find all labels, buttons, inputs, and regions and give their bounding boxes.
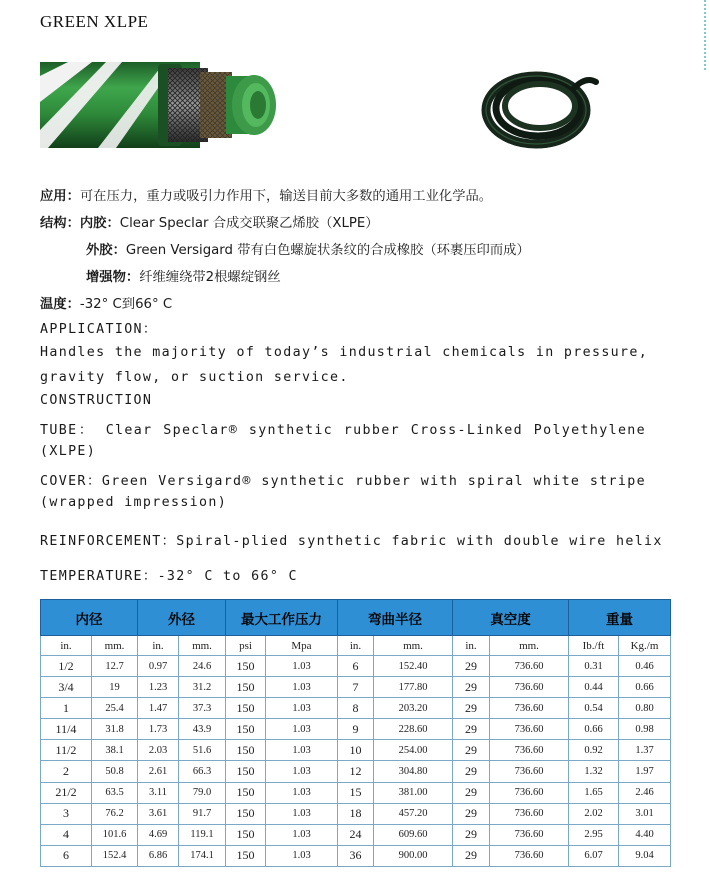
table-cell: 736.60 <box>490 677 569 698</box>
table-cell: 150 <box>226 656 266 677</box>
en-cover-label: COVER： <box>40 474 102 489</box>
table-cell: 736.60 <box>490 845 569 866</box>
table-cell: 29 <box>453 698 490 719</box>
table-cell: 11/4 <box>41 719 92 740</box>
en-application-line1: Handles the majority of today’s industrial chemicals in pressure, <box>40 345 649 360</box>
cn-temperature-text: -32° C到66° C <box>79 297 173 312</box>
en-tube-text: Clear Speclar® synthetic rubber Cross-Linked Polyethylene <box>105 423 647 438</box>
table-cell: 2.61 <box>138 761 179 782</box>
en-temperature-label: TEMPERATURE： <box>40 569 158 584</box>
table-cell: 1.47 <box>138 698 179 719</box>
table-row <box>41 656 671 677</box>
en-tube-line1 <box>40 419 646 438</box>
cn-tube-label: 内胶： <box>79 216 120 231</box>
table-cell: 25.4 <box>92 698 138 719</box>
en-cover-line2: (wrapped impression) <box>40 495 228 510</box>
cn-construction-label: 结构： <box>40 216 80 231</box>
table-cell: 1.03 <box>266 782 338 803</box>
table-cell: 31.2 <box>179 677 226 698</box>
table-cell: 736.60 <box>490 761 569 782</box>
unit-cell: psi <box>226 636 266 656</box>
spec-table <box>40 599 671 867</box>
table-cell: 51.6 <box>179 740 226 761</box>
table-cell: 254.00 <box>374 740 453 761</box>
table-cell: 63.5 <box>92 782 138 803</box>
en-temperature-text: -32° C to 66° C <box>157 569 298 584</box>
unit-cell: Mpa <box>266 636 338 656</box>
cn-temperature-line <box>40 293 172 312</box>
table-cell: 150 <box>226 845 266 866</box>
table-cell: 9.04 <box>619 845 671 866</box>
table-row <box>41 719 671 740</box>
table-cell: 6 <box>338 656 374 677</box>
page-title: GREEN XLPE <box>40 12 149 31</box>
table-cell: 2.02 <box>569 803 619 824</box>
table-cell: 0.66 <box>619 677 671 698</box>
unit-cell: in. <box>453 636 490 656</box>
table-cell: 0.98 <box>619 719 671 740</box>
table-cell: 12.7 <box>92 656 138 677</box>
table-cell: 150 <box>226 761 266 782</box>
table-cell: 1.23 <box>138 677 179 698</box>
unit-cell: mm. <box>92 636 138 656</box>
table-cell: 6.07 <box>569 845 619 866</box>
en-cover-text: Green Versigard® synthetic rubber with spiral white stripe <box>101 474 646 489</box>
table-cell: 12 <box>338 761 374 782</box>
table-cell: 736.60 <box>490 803 569 824</box>
table-cell: 0.31 <box>569 656 619 677</box>
table-cell: 0.80 <box>619 698 671 719</box>
en-application-label: APPLICATION： <box>40 322 158 337</box>
table-cell: 10 <box>338 740 374 761</box>
table-cell: 1.03 <box>266 740 338 761</box>
table-cell: 150 <box>226 719 266 740</box>
table-row <box>41 824 671 845</box>
header-row <box>41 600 671 636</box>
table-cell: 36 <box>338 845 374 866</box>
table-cell: 3.01 <box>619 803 671 824</box>
table-cell: 7 <box>338 677 374 698</box>
en-temperature-line <box>40 565 298 584</box>
table-cell: 304.80 <box>374 761 453 782</box>
table-row <box>41 761 671 782</box>
table-cell: 2 <box>41 761 92 782</box>
cn-cover-text: Green Versigard 带有白色螺旋状条纹的合成橡胶（环裹压印而成） <box>125 243 530 258</box>
table-cell: 1.65 <box>569 782 619 803</box>
spec-table-body <box>41 636 671 867</box>
table-cell: 6 <box>41 845 92 866</box>
en-application-line2: gravity flow, or suction service. <box>40 370 349 385</box>
table-cell: 91.7 <box>179 803 226 824</box>
table-cell: 101.6 <box>92 824 138 845</box>
table-cell: 457.20 <box>374 803 453 824</box>
table-cell: 0.46 <box>619 656 671 677</box>
table-cell: 1.03 <box>266 761 338 782</box>
table-cell: 15 <box>338 782 374 803</box>
table-row <box>41 698 671 719</box>
table-cell: 76.2 <box>92 803 138 824</box>
table-row <box>41 740 671 761</box>
table-cell: 43.9 <box>179 719 226 740</box>
table-cell: 152.40 <box>374 656 453 677</box>
cn-tube-line <box>40 212 379 231</box>
table-cell: 119.1 <box>179 824 226 845</box>
table-cell: 1.32 <box>569 761 619 782</box>
table-cell: 3.11 <box>138 782 179 803</box>
table-cell: 2.46 <box>619 782 671 803</box>
en-tube-label: TUBE： <box>40 423 95 438</box>
cn-application-text: 可在压力，重力或吸引力作用下，输送目前大多数的通用工业化学品。 <box>79 189 493 204</box>
green-hose-cutaway-image <box>40 58 285 153</box>
table-cell: 29 <box>453 803 490 824</box>
table-cell: 6.86 <box>138 845 179 866</box>
table-cell: 29 <box>453 740 490 761</box>
table-cell: 3/4 <box>41 677 92 698</box>
table-row <box>41 803 671 824</box>
table-cell: 152.4 <box>92 845 138 866</box>
cn-tube-text: Clear Speclar 合成交联聚乙烯胶（XLPE） <box>119 216 379 231</box>
table-cell: 1.37 <box>619 740 671 761</box>
en-cover-line1 <box>40 470 646 489</box>
header-vacuum: 真空度 <box>453 600 569 636</box>
en-construction-label: CONSTRUCTION <box>40 393 153 408</box>
table-cell: 4.40 <box>619 824 671 845</box>
table-cell: 31.8 <box>92 719 138 740</box>
table-cell: 29 <box>453 677 490 698</box>
table-cell: 79.0 <box>179 782 226 803</box>
table-cell: 1.03 <box>266 656 338 677</box>
table-cell: 174.1 <box>179 845 226 866</box>
table-cell: 736.60 <box>490 698 569 719</box>
table-cell: 1.03 <box>266 803 338 824</box>
table-cell: 381.00 <box>374 782 453 803</box>
header-inner-diameter: 内径 <box>41 600 138 636</box>
en-tube-line2: (XLPE) <box>40 444 97 459</box>
table-cell: 0.97 <box>138 656 179 677</box>
table-cell: 1.03 <box>266 677 338 698</box>
table-cell: 150 <box>226 782 266 803</box>
table-cell: 37.3 <box>179 698 226 719</box>
table-cell: 50.8 <box>92 761 138 782</box>
unit-cell: mm. <box>374 636 453 656</box>
table-cell: 736.60 <box>490 782 569 803</box>
en-reinforcement-text: Spiral-plied synthetic fabric with double wire helix <box>176 534 663 549</box>
table-cell: 0.66 <box>569 719 619 740</box>
table-cell: 2.03 <box>138 740 179 761</box>
header-bend-radius: 弯曲半径 <box>338 600 453 636</box>
table-cell: 1.97 <box>619 761 671 782</box>
table-cell: 0.44 <box>569 677 619 698</box>
table-cell: 3.61 <box>138 803 179 824</box>
unit-cell: mm. <box>490 636 569 656</box>
table-cell: 900.00 <box>374 845 453 866</box>
table-cell: 736.60 <box>490 740 569 761</box>
table-cell: 736.60 <box>490 719 569 740</box>
cn-temperature-label: 温度： <box>40 297 80 312</box>
table-cell: 2.95 <box>569 824 619 845</box>
table-cell: 29 <box>453 782 490 803</box>
cn-cover-line <box>86 239 530 258</box>
table-cell: 736.60 <box>490 824 569 845</box>
table-cell: 203.20 <box>374 698 453 719</box>
table-cell: 1 <box>41 698 92 719</box>
unit-cell: in. <box>41 636 92 656</box>
table-cell: 4 <box>41 824 92 845</box>
table-cell: 21/2 <box>41 782 92 803</box>
cn-reinforcement-line <box>86 266 281 285</box>
cn-cover-label: 外胶： <box>86 243 126 258</box>
table-cell: 1.03 <box>266 845 338 866</box>
table-cell: 38.1 <box>92 740 138 761</box>
table-row <box>41 845 671 866</box>
table-cell: 66.3 <box>179 761 226 782</box>
table-cell: 1.03 <box>266 719 338 740</box>
table-cell: 29 <box>453 845 490 866</box>
en-reinforcement-label: REINFORCEMENT： <box>40 534 177 549</box>
table-cell: 29 <box>453 656 490 677</box>
table-cell: 150 <box>226 677 266 698</box>
header-outer-diameter: 外径 <box>138 600 226 636</box>
table-cell: 4.69 <box>138 824 179 845</box>
cn-application-label: 应用： <box>40 189 80 204</box>
table-row <box>41 782 671 803</box>
table-cell: 24.6 <box>179 656 226 677</box>
table-cell: 150 <box>226 740 266 761</box>
table-cell: 19 <box>92 677 138 698</box>
unit-cell: in. <box>338 636 374 656</box>
table-cell: 9 <box>338 719 374 740</box>
table-cell: 150 <box>226 824 266 845</box>
table-cell: 0.54 <box>569 698 619 719</box>
unit-cell: Ib./ft <box>569 636 619 656</box>
table-cell: 150 <box>226 698 266 719</box>
cn-reinforcement-text: 纤维缠绕带2根螺绽钢丝 <box>139 270 281 285</box>
table-cell: 150 <box>226 803 266 824</box>
header-weight: 重量 <box>569 600 671 636</box>
table-cell: 1/2 <box>41 656 92 677</box>
table-cell: 1.03 <box>266 698 338 719</box>
table-cell: 3 <box>41 803 92 824</box>
unit-cell: Kg./m <box>619 636 671 656</box>
table-cell: 0.92 <box>569 740 619 761</box>
table-cell: 18 <box>338 803 374 824</box>
cn-application-line <box>40 185 492 204</box>
table-cell: 11/2 <box>41 740 92 761</box>
cn-reinforcement-label: 增强物： <box>86 270 140 285</box>
table-cell: 29 <box>453 761 490 782</box>
en-reinforcement-line <box>40 530 663 549</box>
table-cell: 177.80 <box>374 677 453 698</box>
table-cell: 8 <box>338 698 374 719</box>
units-row <box>41 636 671 656</box>
table-cell: 609.60 <box>374 824 453 845</box>
table-cell: 1.03 <box>266 824 338 845</box>
unit-cell: in. <box>138 636 179 656</box>
table-cell: 29 <box>453 719 490 740</box>
table-row <box>41 677 671 698</box>
table-cell: 24 <box>338 824 374 845</box>
unit-cell: mm. <box>179 636 226 656</box>
table-cell: 736.60 <box>490 656 569 677</box>
header-max-working-pressure: 最大工作压力 <box>226 600 338 636</box>
table-cell: 29 <box>453 824 490 845</box>
table-cell: 1.73 <box>138 719 179 740</box>
table-cell: 228.60 <box>374 719 453 740</box>
coiled-black-hose-image <box>478 66 600 150</box>
edge-mark <box>704 0 706 70</box>
